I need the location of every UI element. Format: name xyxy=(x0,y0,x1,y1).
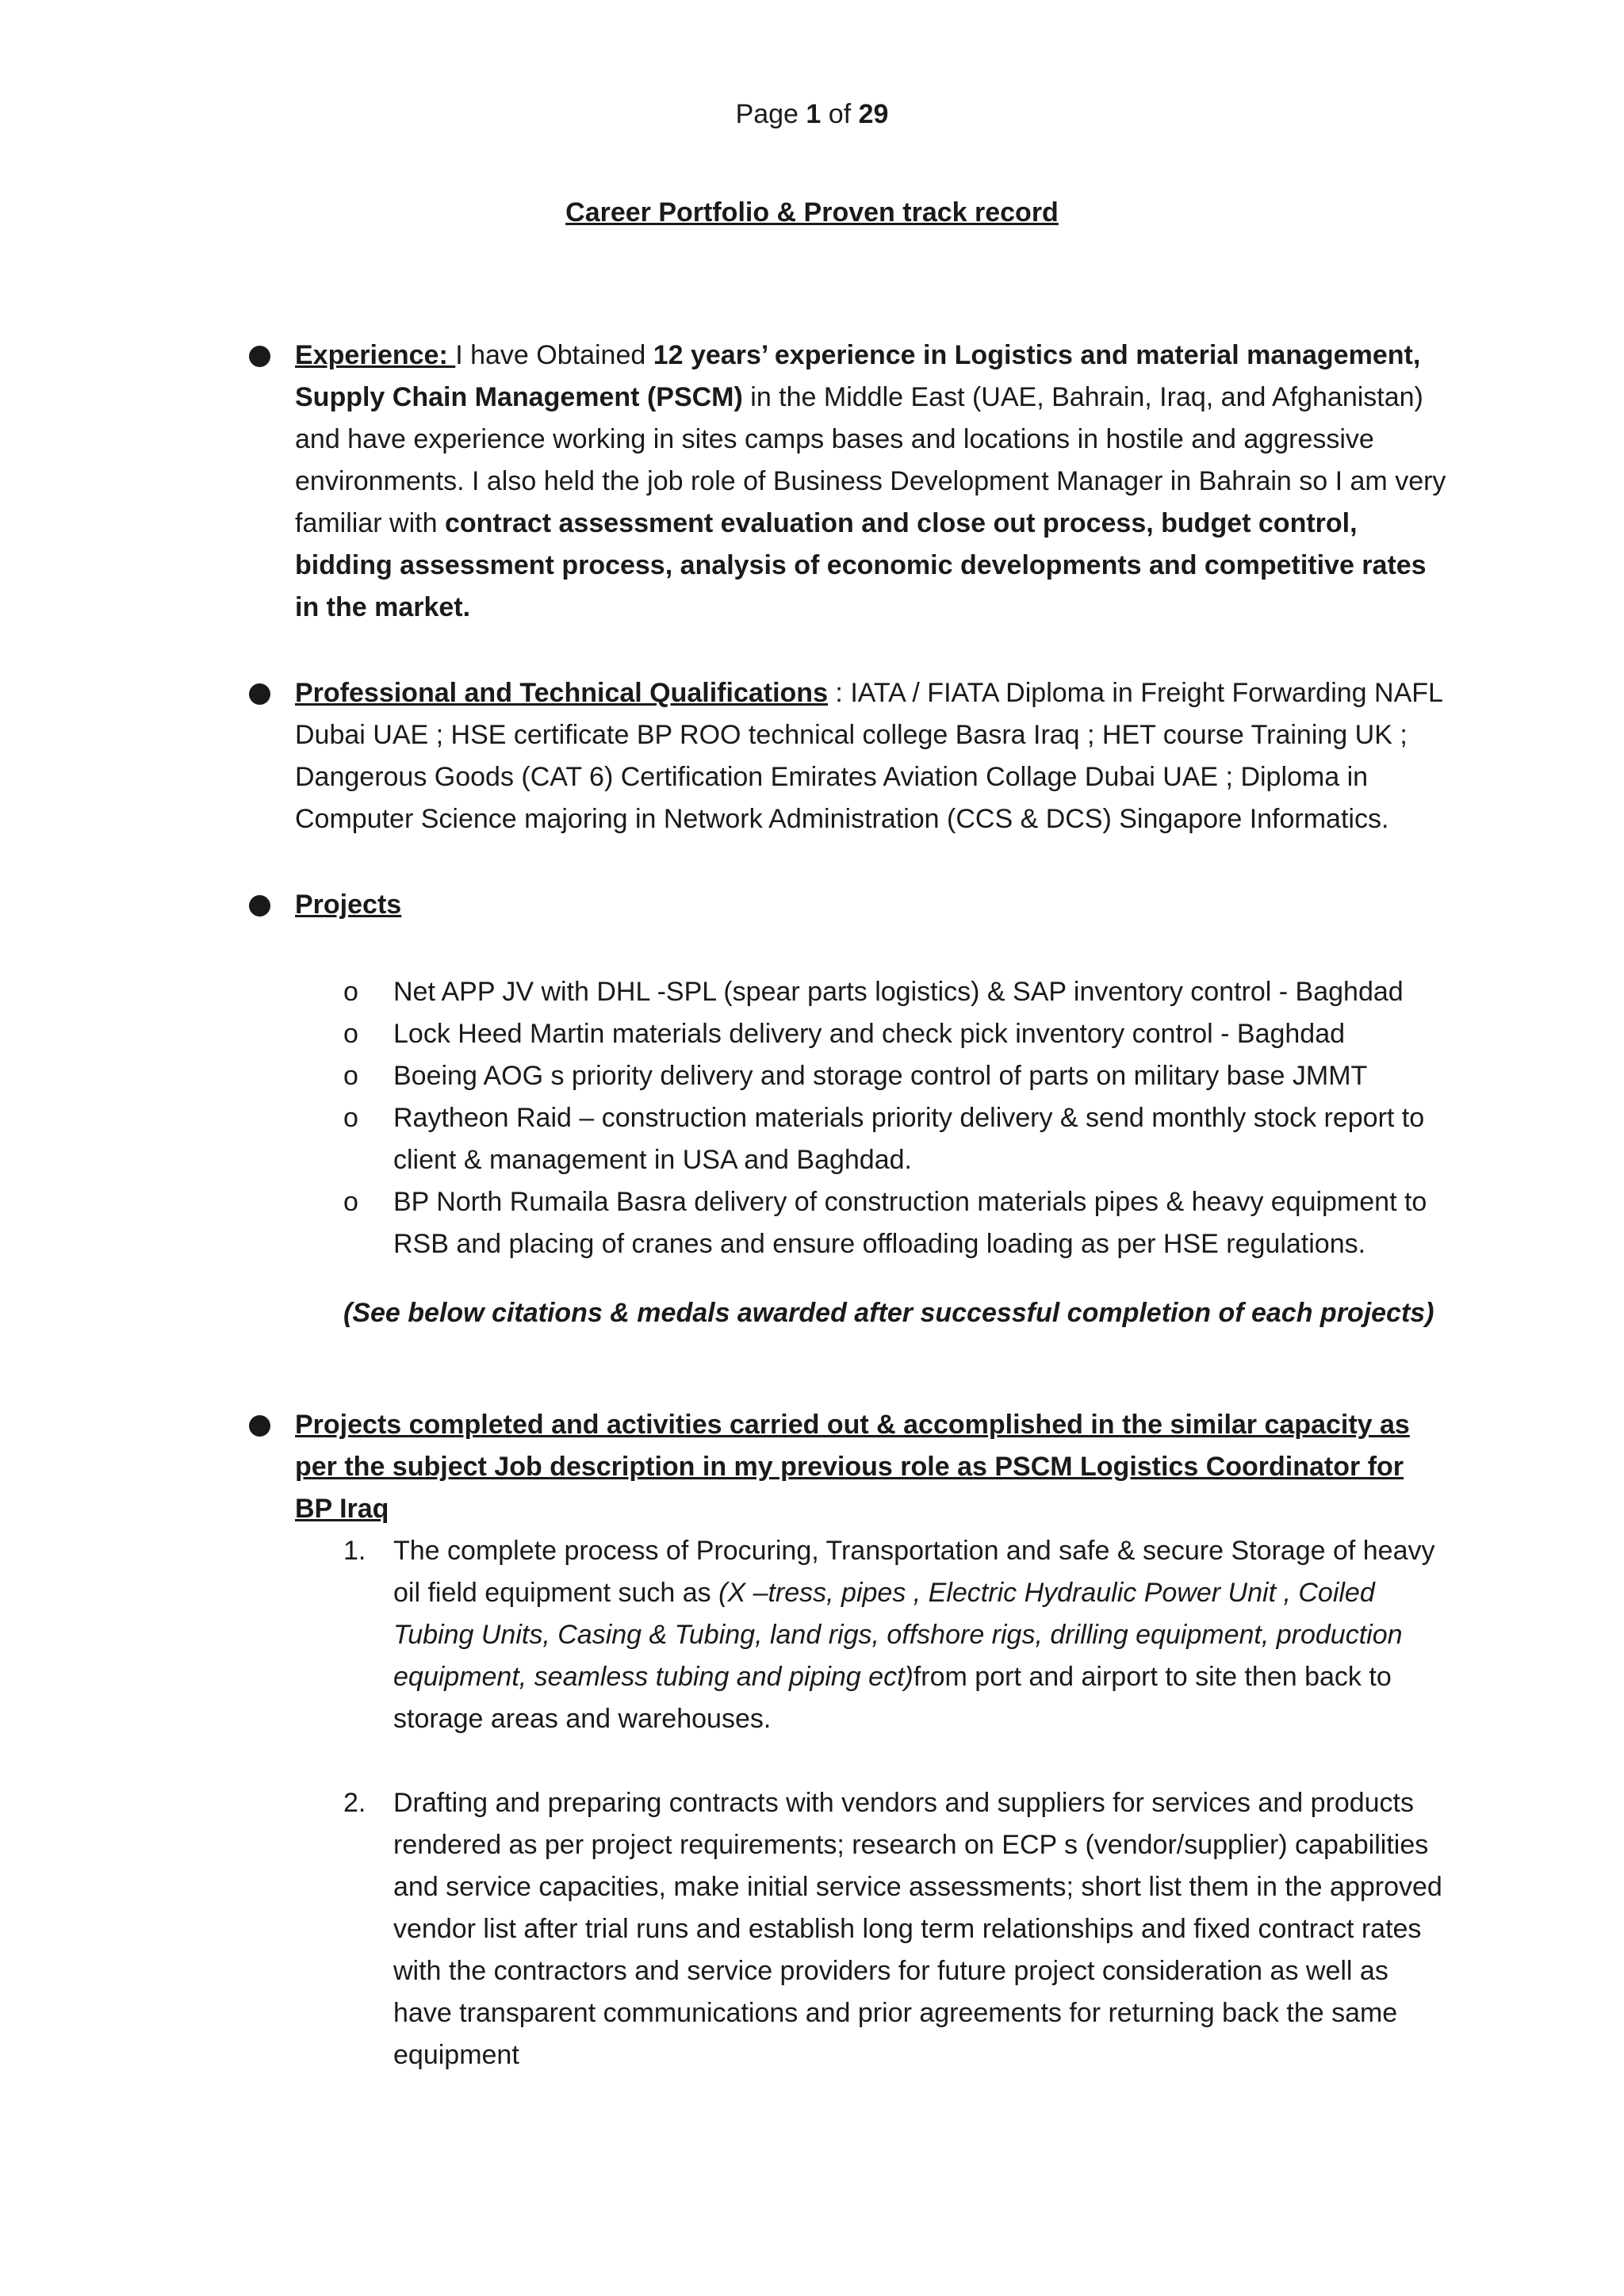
page-of: of xyxy=(821,99,859,129)
bullet-icon xyxy=(249,1415,270,1437)
page-total: 29 xyxy=(858,99,889,129)
list-marker: o xyxy=(343,1061,358,1091)
experience-text-4: contract assessment evaluation and close out process, budget control, bidding assessment process, analysis of economic developments and competitive rates in the market. xyxy=(295,508,1427,622)
page-prefix: Page xyxy=(735,99,806,129)
list-item: Net APP JV with DHL -SPL (spear parts logistics) & SAP inventory control - Baghdad xyxy=(393,977,1404,1007)
bullet-icon xyxy=(249,895,270,916)
page-current: 1 xyxy=(806,99,822,129)
bullet-icon xyxy=(249,683,270,705)
completed-heading: Projects completed and activities carried out & accomplished in the similar capacity as per the subject Job description in my previous role as PSCM Logistics Coordinator for BP Iraq xyxy=(295,1410,1410,1524)
list-number: 1. xyxy=(343,1536,366,1566)
projects-heading: Projects xyxy=(295,890,402,920)
experience-text-3: in the Middle East (UAE, Bahrain, Iraq, and Afghanistan) and have experience working in sites camps bases and locations in hostile and aggressive environments. I also held the job role of Business Development Manager in Bahrain so I am very familiar with xyxy=(295,382,1446,538)
list-item: Raytheon Raid – construction materials priority delivery & send monthly stock report to client & management in USA and Baghdad. xyxy=(393,1103,1425,1175)
list-marker: o xyxy=(343,1187,358,1217)
list-marker: o xyxy=(343,977,358,1007)
qualifications-text: : IATA / FIATA Diploma in Freight Forwarding NAFL Dubai UAE ; HSE certificate BP ROO technical college Basra Iraq ; HET course Training UK ; Dangerous Goods (CAT 6) Certification Emirates Aviation Collage Dubai UAE ; Diploma in Computer Science majoring in Network Administration (CCS & DCS) Singapore Informatics. xyxy=(295,678,1442,834)
experience-text-1: I have Obtained xyxy=(455,340,646,370)
page-number-header xyxy=(0,94,1624,136)
list-marker: o xyxy=(343,1103,358,1133)
experience-label: Experience: xyxy=(295,340,456,370)
qualifications-paragraph xyxy=(295,672,1446,840)
bullet-icon xyxy=(249,346,270,367)
document-title: Career Portfolio & Proven track record xyxy=(565,197,1059,228)
experience-paragraph xyxy=(295,335,1446,629)
list-item: Lock Heed Martin materials delivery and check pick inventory control - Baghdad xyxy=(393,1019,1346,1049)
list-item: Boeing AOG s priority delivery and storage control of parts on military base JMMT xyxy=(393,1061,1368,1091)
experience-text-2: 12 years’ experience in Logistics and material management, Supply Chain Management (PSCM) xyxy=(295,340,1421,412)
numbered-item: Drafting and preparing contracts with vendors and suppliers for services and products rendered as per project requirements; research on ECP s (vendor/supplier) capabilities and service capacities, make initial service assessments; short list them in the approved vendor list after trial runs and establish long term relationships and fixed contract rates with the contractors and service providers for future project consideration as well as have transparent communications and prior agreements for returning back the same equipment xyxy=(393,1788,1442,2070)
list-marker: o xyxy=(343,1019,358,1049)
citations-note: (See below citations & medals awarded after successful completion of each projects) xyxy=(343,1298,1434,1328)
list-number: 2. xyxy=(343,1788,366,1818)
list-item: BP North Rumaila Basra delivery of construction materials pipes & heavy equipment to RSB and placing of cranes and ensure offloading loading as per HSE regulations. xyxy=(393,1187,1427,1259)
qualifications-label: Professional and Technical Qualifications xyxy=(295,678,828,708)
numbered-item: The complete process of Procuring, Transportation and safe & secure Storage of heavy oil field equipment such as (X –tress, pipes , Electric Hydraulic Power Unit , Coiled Tubing Units, Casing & Tubing, land rigs, offshore rigs, drilling equipment, production equipment, seamless tubing and piping ect)from port and airport to site then back to storage areas and warehouses. xyxy=(393,1536,1435,1734)
